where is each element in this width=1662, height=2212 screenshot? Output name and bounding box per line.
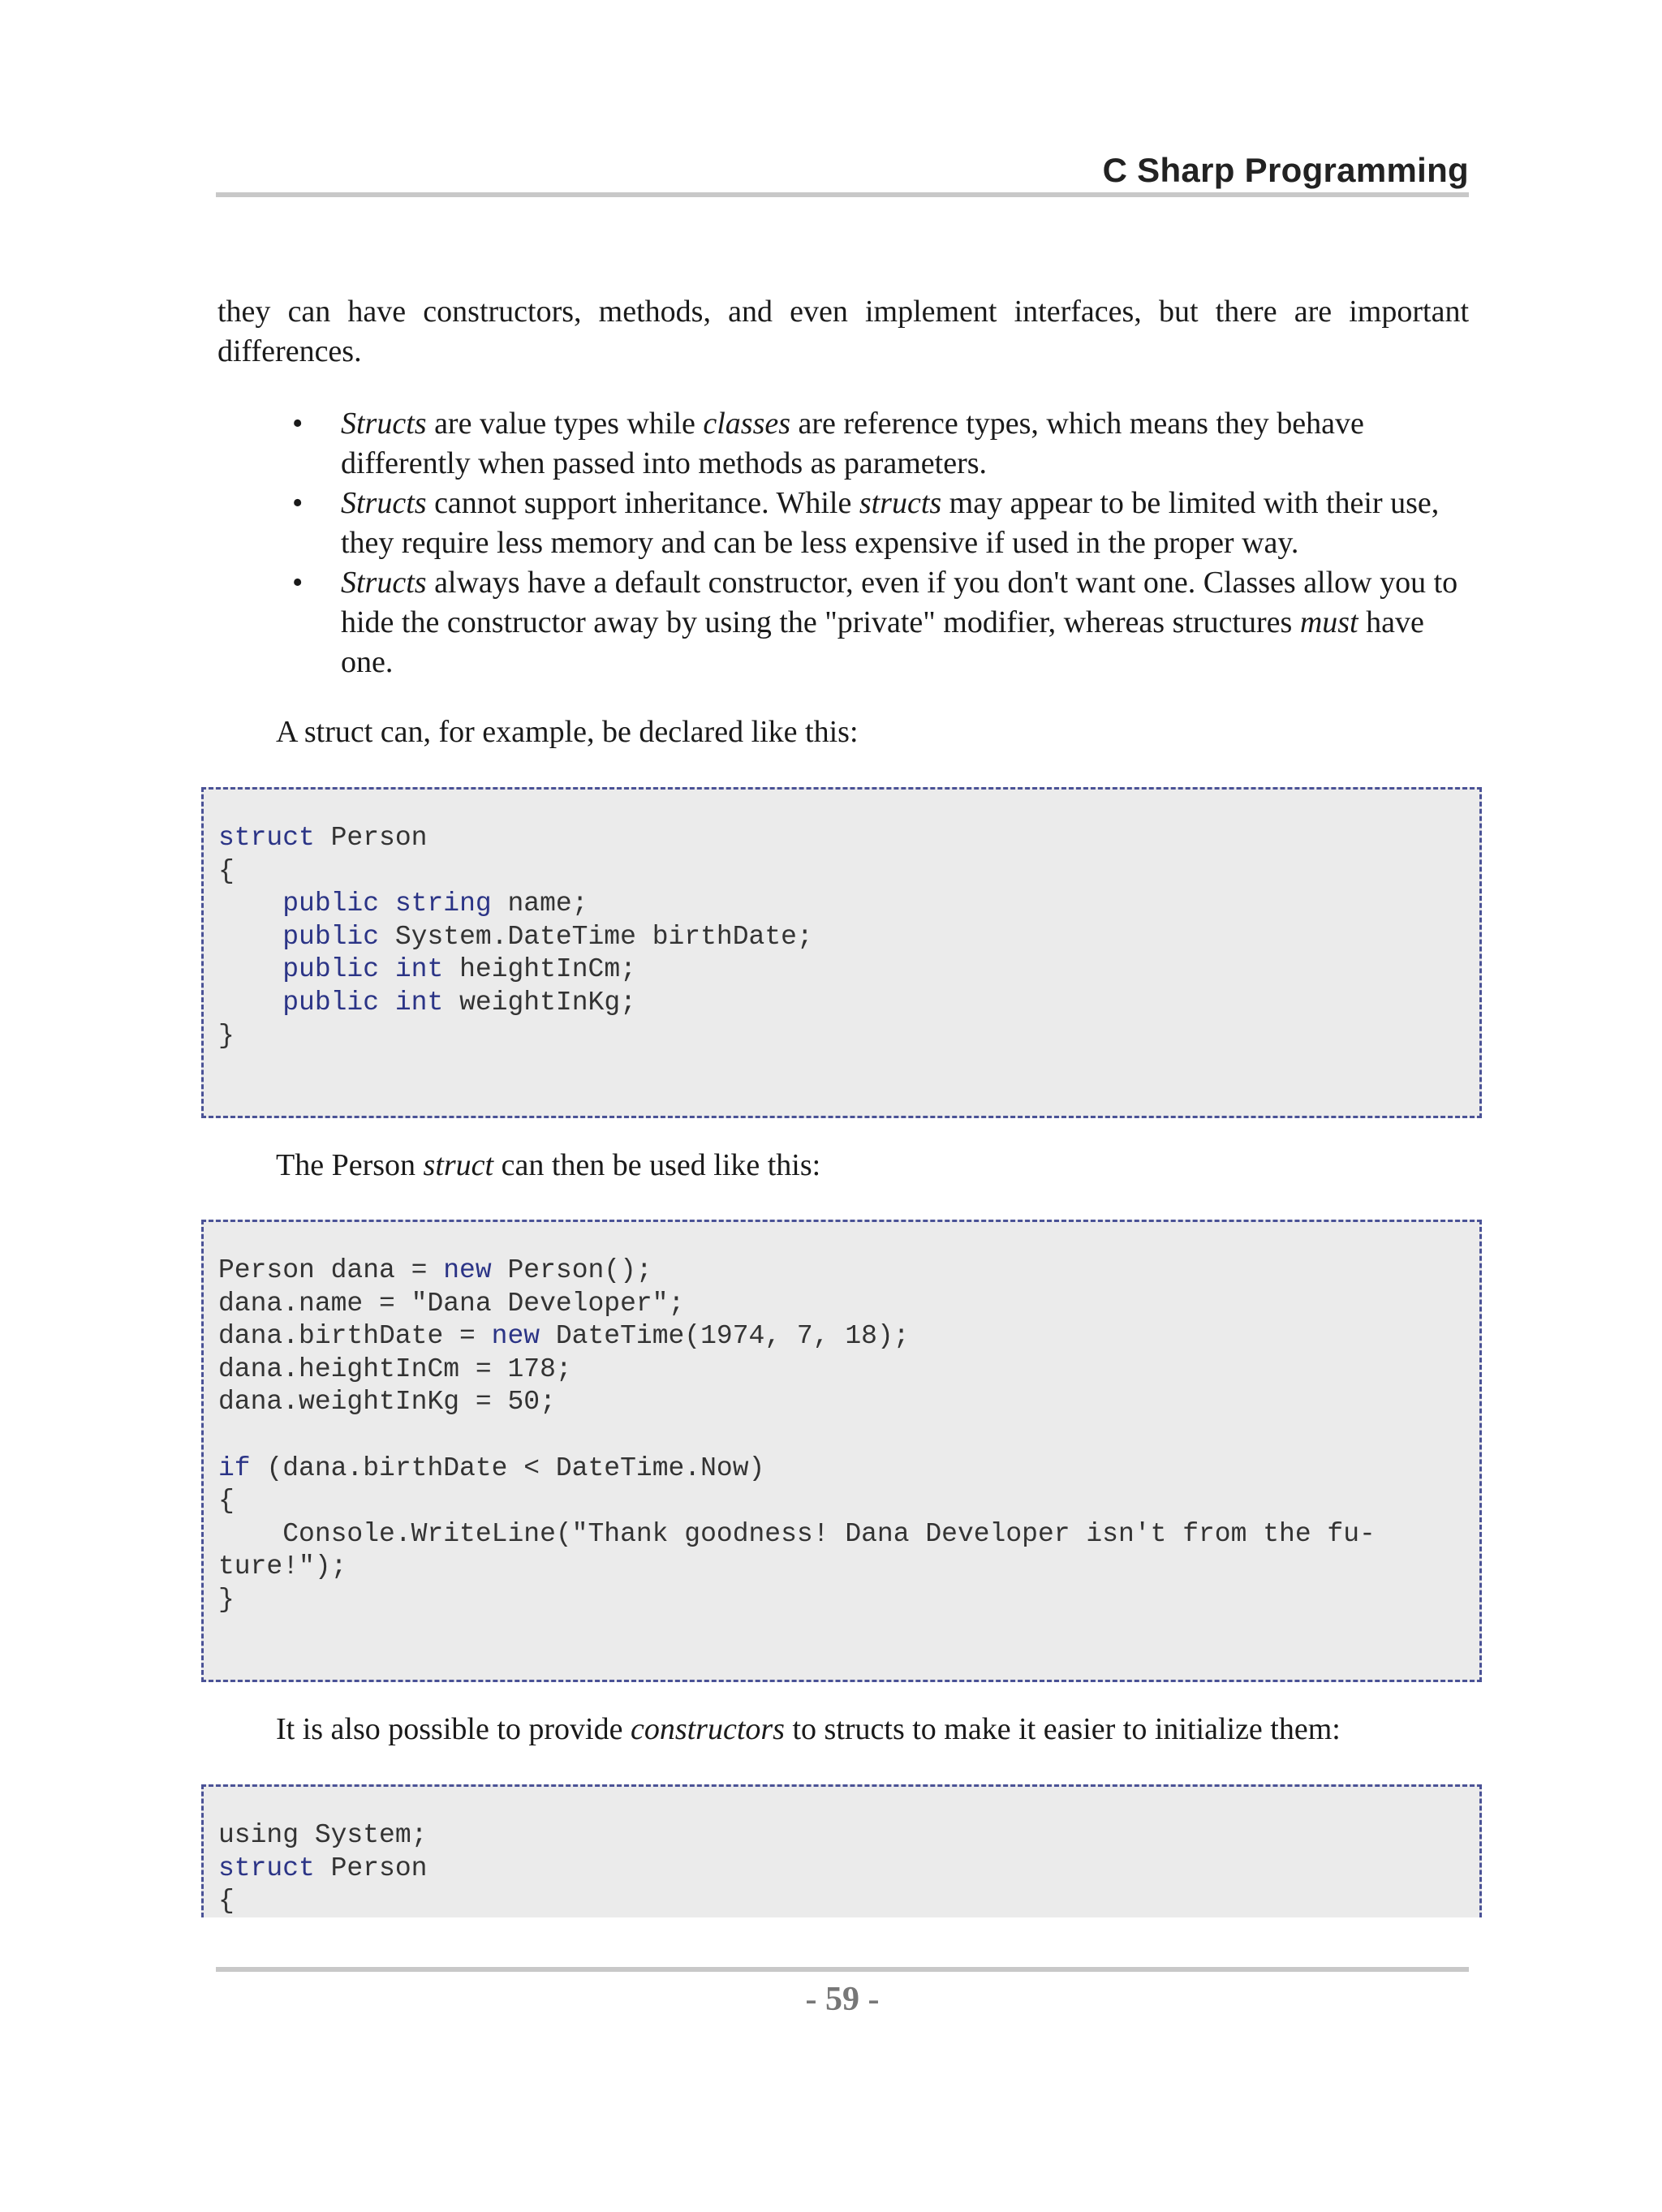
intro-line-1: they can have constructors, methods, and even implement interfaces, but there are important (217, 295, 1469, 329)
running-header-title: C Sharp Programming (1102, 151, 1469, 189)
code-text: Person (314, 823, 428, 853)
bullet-text: are reference types, which means they behave differently when passed into methods as parameters. (341, 407, 1364, 480)
code-keyword: public (282, 921, 380, 952)
bullet-item (217, 563, 1469, 682)
code-text: Person dana = (218, 1255, 444, 1285)
intro-paragraph (217, 292, 1469, 372)
footer-rule (216, 1967, 1469, 1972)
paragraph-emphasis: constructors (630, 1712, 785, 1746)
code-text: (dana.birthDate < DateTime.Now) (250, 1452, 765, 1483)
code-text: dana.weightInKg = 50; (218, 1387, 556, 1418)
code-keyword: new (491, 1321, 540, 1352)
code-text: name; (491, 889, 588, 919)
bullet-text: may appear to be limited with their use, they require less memory and can be less expensive if used in the proper way. (341, 486, 1440, 560)
bullet-emphasis: must (1299, 605, 1358, 639)
bullet-text: have one. (341, 605, 1424, 679)
code-text: dana.birthDate = (218, 1321, 492, 1352)
code-text: DateTime(1974, 7, 18); (540, 1321, 910, 1352)
bullet-text: always have a default constructor, even if you don't want one. Classes allow you to hide the constructor away by using the "private" modifier, whereas structures (341, 566, 1458, 639)
bullet-emphasis: structs (859, 486, 942, 520)
bullet-emphasis: Structs (341, 566, 427, 600)
bullet-dot-icon: • (292, 407, 304, 441)
bullet-text: cannot support inheritance. While (426, 486, 859, 520)
paragraph-text: It is also possible to provide (276, 1712, 631, 1746)
page-number: - 59 - (805, 1981, 880, 2018)
code-text: System.DateTime birthDate; (379, 921, 813, 952)
code-listing (218, 1254, 1376, 1617)
code-text: } (218, 1584, 235, 1615)
code-text: { (218, 1886, 235, 1917)
struct-declaration-intro: A struct can, for example, be declared like this: (276, 715, 859, 749)
intro-line-2: differences. (217, 334, 362, 368)
code-text: { (218, 855, 235, 886)
code-text: dana.heightInCm = 178; (218, 1353, 572, 1384)
code-text: weightInKg; (443, 987, 636, 1018)
bullet-emphasis: Structs (341, 407, 427, 441)
paragraph-text: The Person (276, 1148, 424, 1182)
paragraph-text: to structs to make it easier to initialize them: (784, 1712, 1341, 1746)
code-keyword: public (282, 889, 380, 919)
code-keyword: public (282, 954, 380, 985)
code-text: } (218, 1020, 235, 1051)
code-keyword: struct (218, 823, 315, 853)
differences-bullet-list (217, 404, 1469, 682)
code-text: ture!"); (218, 1551, 347, 1582)
bullet-emphasis: classes (703, 407, 791, 441)
code-text: Person (314, 1853, 428, 1883)
bullet-dot-icon: • (292, 486, 304, 520)
bullet-text: are value types while (426, 407, 704, 441)
code-keyword: int (394, 987, 444, 1018)
code-block-struct-declaration (201, 787, 1482, 1118)
header-rule (216, 192, 1469, 197)
paragraph-text: can then be used like this: (493, 1148, 821, 1182)
code-text: { (218, 1486, 235, 1517)
code-text: heightInCm; (443, 954, 636, 985)
code-keyword: struct (218, 1853, 315, 1883)
bullet-item (217, 484, 1469, 563)
code-text: using System; (218, 1820, 428, 1850)
code-listing (218, 1819, 427, 1918)
code-keyword: public (282, 987, 380, 1018)
paragraph-emphasis: struct (423, 1148, 494, 1182)
bullet-item (217, 404, 1469, 484)
code-listing (218, 822, 813, 1052)
constructor-intro (276, 1710, 1341, 1749)
code-block-struct-constructor (201, 1784, 1482, 1917)
bullet-emphasis: Structs (341, 486, 427, 520)
code-keyword: int (394, 954, 444, 985)
code-text: Person(); (491, 1255, 652, 1285)
code-text: dana.name = "Dana Developer"; (218, 1288, 685, 1319)
bullet-dot-icon: • (292, 566, 304, 600)
code-keyword: new (443, 1255, 492, 1285)
struct-usage-intro (276, 1146, 820, 1186)
code-block-struct-usage (201, 1220, 1482, 1682)
code-keyword: string (394, 889, 492, 919)
code-text: Console.WriteLine("Thank goodness! Dana Developer isn't from the fu- (218, 1518, 1376, 1549)
code-keyword: if (218, 1452, 251, 1483)
